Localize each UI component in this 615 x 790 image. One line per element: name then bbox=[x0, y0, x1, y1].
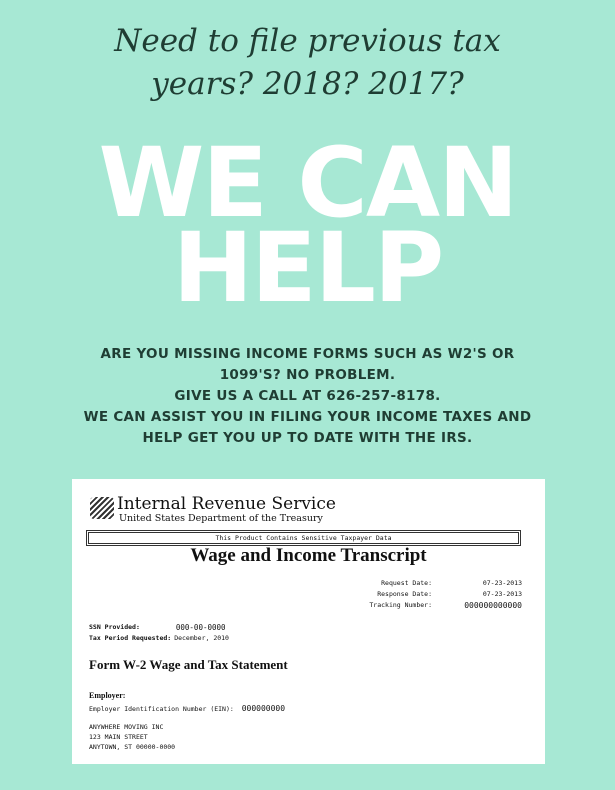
body-text bbox=[60, 344, 555, 449]
body-line: 1099'S? NO PROBLEM. bbox=[219, 367, 396, 383]
response-date-value: 07-23-2013 bbox=[482, 590, 522, 598]
irs-department: United States Department of the Treasury bbox=[119, 513, 323, 524]
request-date-value: 07-23-2013 bbox=[482, 579, 522, 587]
headline bbox=[0, 20, 615, 106]
body-line: ARE YOU MISSING INCOME FORMS SUCH AS W2'S OR bbox=[100, 346, 515, 362]
body-line: WE CAN ASSIST YOU IN FILING YOUR INCOME TAXES AND bbox=[83, 409, 532, 425]
address-line: 123 MAIN STREET bbox=[89, 733, 148, 741]
request-date-row bbox=[342, 578, 522, 589]
address-line: ANYTOWN, ST 00000-0000 bbox=[89, 743, 176, 751]
body-line: HELP GET YOU UP TO DATE WITH THE IRS. bbox=[142, 430, 473, 446]
tax-period-value: December, 2010 bbox=[174, 634, 229, 642]
transcript-title: Wage and Income Transcript bbox=[190, 545, 427, 566]
headline-line-1: Need to file previous tax bbox=[114, 23, 501, 59]
ein-label: Employer Identification Number (EIN): bbox=[89, 705, 234, 713]
transcript-document bbox=[72, 479, 545, 764]
irs-agency-name: Internal Revenue Service bbox=[117, 494, 336, 514]
tracking-number-row bbox=[342, 600, 522, 611]
big-text-line-2: HELP bbox=[172, 212, 443, 324]
address-line: ANYWHERE MOVING INC bbox=[89, 723, 164, 731]
body-line-phone: GIVE US A CALL AT 626-257-8178. bbox=[174, 388, 441, 404]
employer-address bbox=[89, 722, 175, 752]
response-date-label: Response Date: bbox=[377, 590, 432, 598]
ssn-value: 000-00-0000 bbox=[175, 623, 226, 632]
request-date-label: Request Date: bbox=[381, 579, 432, 587]
big-text-line-1: WE CAN bbox=[98, 127, 517, 239]
ein-row bbox=[89, 704, 285, 713]
headline-line-2: years? 2018? 2017? bbox=[151, 66, 464, 102]
ein-value: 000000000 bbox=[241, 704, 286, 713]
irs-header bbox=[90, 495, 336, 524]
tracking-number-label: Tracking Number: bbox=[369, 601, 432, 609]
sensitive-data-notice: This Product Contains Sensitive Taxpayer Data bbox=[88, 532, 519, 544]
employer-label: Employer: bbox=[89, 691, 126, 700]
tracking-number-value: 000000000000 bbox=[464, 601, 522, 610]
taxpayer-info bbox=[89, 622, 229, 644]
transcript-meta bbox=[342, 578, 522, 611]
ssn-label: SSN Provided: bbox=[89, 623, 140, 631]
response-date-row bbox=[342, 589, 522, 600]
tax-period-label: Tax Period Requested: bbox=[89, 634, 172, 642]
form-title: Form W-2 Wage and Tax Statement bbox=[89, 657, 288, 672]
irs-eagle-icon bbox=[90, 497, 114, 519]
